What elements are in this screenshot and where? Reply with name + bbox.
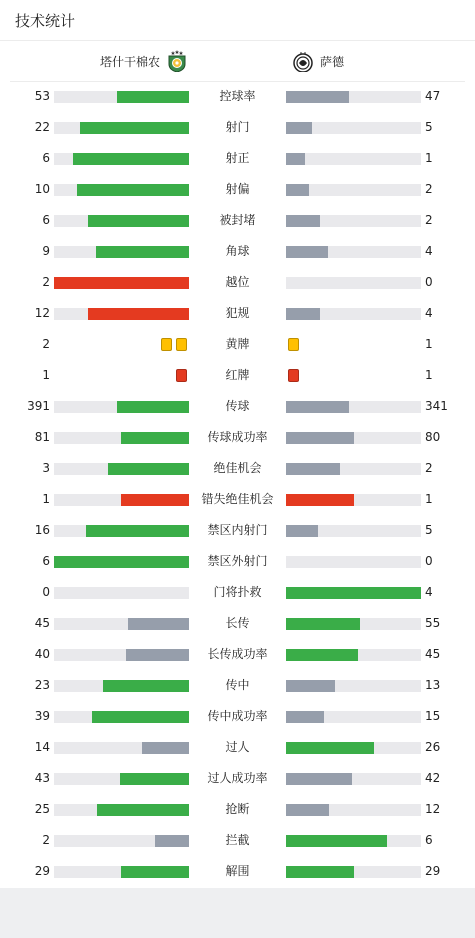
home-team-name: 塔什干棉农: [99, 54, 160, 69]
stat-row: [0, 732, 475, 763]
stat-name: 错失绝佳机会: [201, 492, 274, 506]
away-bar-fill: [286, 308, 320, 320]
away-bar-fill: [286, 835, 387, 847]
away-bar-fill: [286, 401, 349, 413]
away-team-name: 萨德: [320, 54, 345, 69]
stat-name: 角球: [225, 244, 250, 258]
section-title: 技术统计: [0, 0, 475, 41]
away-value: 1: [425, 337, 433, 351]
away-value: 0: [425, 554, 433, 568]
yellow-card-icon: [161, 338, 172, 351]
stat-row: [0, 608, 475, 639]
stat-name: 越位: [225, 275, 250, 289]
home-bar-track: [54, 587, 189, 599]
away-value: 341: [425, 399, 448, 413]
away-bar-track: [286, 122, 421, 134]
home-bar-fill: [96, 246, 189, 258]
home-bar-track: [54, 866, 189, 878]
away-value: 4: [425, 306, 433, 320]
stat-row: [0, 205, 475, 236]
stat-name: 禁区外射门: [207, 554, 268, 568]
home-bar-fill: [80, 122, 189, 134]
home-value: 16: [34, 523, 50, 537]
home-bar-fill: [108, 463, 189, 475]
away-bar-track: [286, 649, 421, 661]
away-bar-track: [286, 91, 421, 103]
home-bar-track: [54, 525, 189, 537]
home-value: 39: [34, 709, 50, 723]
stat-name: 控球率: [219, 89, 256, 103]
away-value: 0: [425, 275, 433, 289]
stat-row: [0, 143, 475, 174]
home-bar-track: [54, 432, 189, 444]
away-value: 26: [425, 740, 441, 754]
home-bar-fill: [121, 494, 189, 506]
stat-row: [0, 825, 475, 856]
away-bar-track: [286, 711, 421, 723]
stat-row: [0, 670, 475, 701]
stat-row: [0, 422, 475, 453]
away-value: 47: [425, 89, 441, 103]
stat-name: 射正: [225, 151, 250, 165]
stat-row: [0, 515, 475, 546]
stat-name: 绝佳机会: [213, 461, 262, 475]
home-bar-fill: [121, 432, 189, 444]
home-value: 23: [34, 678, 50, 692]
away-bar-track: [286, 401, 421, 413]
red-card-icon: [176, 369, 187, 382]
away-bar-track: [286, 835, 421, 847]
stat-name: 拦截: [225, 833, 250, 847]
away-bar-fill: [286, 246, 328, 258]
home-bar-fill: [88, 215, 189, 227]
stat-row: [0, 453, 475, 484]
away-bar-track: [286, 277, 421, 289]
stat-name: 被封堵: [219, 213, 256, 227]
stat-row: [0, 174, 475, 205]
away-team-logo-icon: [292, 50, 314, 72]
away-bar-track: [286, 742, 421, 754]
away-bar-track: [286, 215, 421, 227]
away-bar-fill: [286, 618, 360, 630]
stat-name: 禁区内射门: [207, 523, 268, 537]
away-bar-track: [286, 680, 421, 692]
stat-row: [0, 112, 475, 143]
home-bar-track: [54, 494, 189, 506]
stat-row: [0, 484, 475, 515]
away-bar-track: [286, 866, 421, 878]
home-bar-fill: [121, 866, 189, 878]
home-bar-track: [54, 618, 189, 630]
away-value: 2: [425, 461, 433, 475]
away-bar-track: [286, 308, 421, 320]
away-value: 55: [425, 616, 441, 630]
red-card-icon: [288, 369, 299, 382]
stat-name: 传球: [225, 399, 250, 413]
stat-row: [0, 546, 475, 577]
home-bar-track: [54, 804, 189, 816]
home-value: 1: [42, 368, 50, 382]
stat-row: [0, 236, 475, 267]
home-bar-fill: [92, 711, 189, 723]
away-value: 80: [425, 430, 441, 444]
stat-name: 犯规: [225, 306, 250, 320]
home-bar-fill: [86, 525, 189, 537]
home-value: 25: [34, 802, 50, 816]
home-red-cards: [174, 369, 189, 382]
away-value: 5: [425, 523, 433, 537]
teams-header: [10, 41, 465, 82]
home-value: 12: [34, 306, 50, 320]
home-bar-track: [54, 742, 189, 754]
home-value: 2: [42, 275, 50, 289]
stat-name: 传球成功率: [207, 430, 268, 444]
stat-name: 抢断: [225, 802, 250, 816]
home-bar-fill: [117, 401, 189, 413]
away-bar-track: [286, 184, 421, 196]
home-bar-fill: [54, 556, 189, 568]
home-team[interactable]: [100, 41, 188, 81]
home-value: 6: [42, 213, 50, 227]
home-value: 29: [34, 864, 50, 878]
away-bar-fill: [286, 742, 374, 754]
away-value: 6: [425, 833, 433, 847]
home-bar-track: [54, 711, 189, 723]
home-value: 2: [42, 337, 50, 351]
home-bar-fill: [142, 742, 189, 754]
away-bar-fill: [286, 215, 320, 227]
home-bar-fill: [103, 680, 189, 692]
away-value: 2: [425, 213, 433, 227]
away-bar-fill: [286, 91, 349, 103]
away-bar-track: [286, 494, 421, 506]
away-bar-track: [286, 153, 421, 165]
away-value: 1: [425, 368, 433, 382]
home-bar-fill: [126, 649, 189, 661]
stat-row: [0, 794, 475, 825]
stat-row: [0, 391, 475, 422]
away-team[interactable]: [292, 41, 344, 81]
home-bar-track: [54, 153, 189, 165]
away-bar-fill: [286, 184, 309, 196]
home-bar-track: [54, 184, 189, 196]
away-bar-fill: [286, 432, 354, 444]
away-bar-track: [286, 525, 421, 537]
away-bar-track: [286, 556, 421, 568]
home-team-logo-icon: [166, 50, 188, 72]
home-bar-fill: [88, 308, 189, 320]
stat-name: 传中成功率: [207, 709, 268, 723]
stat-name: 射偏: [225, 182, 250, 196]
home-bar-track: [54, 556, 189, 568]
home-value: 43: [34, 771, 50, 785]
home-value: 14: [34, 740, 50, 754]
stat-row: [0, 639, 475, 670]
away-value: 5: [425, 120, 433, 134]
stat-row: [0, 763, 475, 794]
away-value: 13: [425, 678, 441, 692]
stat-row: [0, 298, 475, 329]
home-value: 53: [34, 89, 50, 103]
away-bar-fill: [286, 587, 421, 599]
home-bar-track: [54, 277, 189, 289]
home-bar-track: [54, 246, 189, 258]
away-value: 12: [425, 802, 441, 816]
home-bar-track: [54, 773, 189, 785]
home-bar-track: [54, 215, 189, 227]
away-value: 15: [425, 709, 441, 723]
away-red-cards: [286, 369, 301, 382]
away-bar-track: [286, 246, 421, 258]
stat-name: 解围: [225, 864, 250, 878]
yellow-card-icon: [176, 338, 187, 351]
home-bar-track: [54, 401, 189, 413]
home-value: 9: [42, 244, 50, 258]
home-bar-fill: [97, 804, 189, 816]
away-value: 45: [425, 647, 441, 661]
away-bar-track: [286, 773, 421, 785]
away-bar-track: [286, 587, 421, 599]
home-bar-fill: [128, 618, 189, 630]
home-bar-track: [54, 122, 189, 134]
away-bar-track: [286, 432, 421, 444]
stat-row: [0, 577, 475, 608]
stat-row: [0, 701, 475, 732]
stat-row: [0, 329, 475, 360]
away-bar-fill: [286, 122, 312, 134]
home-bar-fill: [73, 153, 189, 165]
home-value: 40: [34, 647, 50, 661]
stat-name: 长传成功率: [207, 647, 268, 661]
home-bar-fill: [54, 277, 189, 289]
home-bar-fill: [155, 835, 189, 847]
home-value: 0: [42, 585, 50, 599]
home-value: 6: [42, 554, 50, 568]
home-value: 45: [34, 616, 50, 630]
away-bar-fill: [286, 804, 329, 816]
away-bar-fill: [286, 649, 358, 661]
stat-name: 过人成功率: [207, 771, 268, 785]
home-value: 391: [27, 399, 50, 413]
away-value: 29: [425, 864, 441, 878]
away-yellow-cards: [286, 338, 301, 351]
home-bar-track: [54, 463, 189, 475]
away-bar-fill: [286, 463, 340, 475]
yellow-card-icon: [288, 338, 299, 351]
away-value: 4: [425, 585, 433, 599]
away-value: 4: [425, 244, 433, 258]
home-value: 81: [34, 430, 50, 444]
stat-row: [0, 856, 475, 887]
stat-name: 传中: [225, 678, 250, 692]
home-yellow-cards: [159, 338, 189, 351]
away-bar-track: [286, 804, 421, 816]
home-bar-fill: [120, 773, 189, 785]
away-bar-fill: [286, 153, 305, 165]
away-bar-fill: [286, 525, 318, 537]
home-bar-track: [54, 835, 189, 847]
stat-name: 红牌: [225, 368, 250, 382]
home-value: 2: [42, 833, 50, 847]
home-value: 1: [42, 492, 50, 506]
stat-row: [0, 360, 475, 391]
away-bar-track: [286, 463, 421, 475]
home-value: 10: [34, 182, 50, 196]
stats-list: [0, 81, 475, 887]
stat-row: [0, 81, 475, 112]
away-bar-fill: [286, 494, 354, 506]
stat-name: 门将扑救: [213, 585, 262, 599]
home-value: 6: [42, 151, 50, 165]
away-bar-fill: [286, 866, 354, 878]
stat-name: 射门: [225, 120, 250, 134]
away-value: 42: [425, 771, 441, 785]
home-value: 3: [42, 461, 50, 475]
home-bar-track: [54, 680, 189, 692]
away-value: 1: [425, 492, 433, 506]
home-bar-track: [54, 308, 189, 320]
away-value: 1: [425, 151, 433, 165]
home-bar-fill: [77, 184, 189, 196]
home-bar-track: [54, 649, 189, 661]
away-bar-fill: [286, 711, 324, 723]
away-value: 2: [425, 182, 433, 196]
stat-name: 黄牌: [225, 337, 250, 351]
home-bar-track: [54, 91, 189, 103]
away-bar-track: [286, 618, 421, 630]
stat-name: 长传: [225, 616, 250, 630]
stat-row: [0, 267, 475, 298]
home-bar-fill: [117, 91, 189, 103]
away-bar-fill: [286, 773, 352, 785]
stat-name: 过人: [225, 740, 250, 754]
home-value: 22: [34, 120, 50, 134]
away-bar-fill: [286, 680, 335, 692]
